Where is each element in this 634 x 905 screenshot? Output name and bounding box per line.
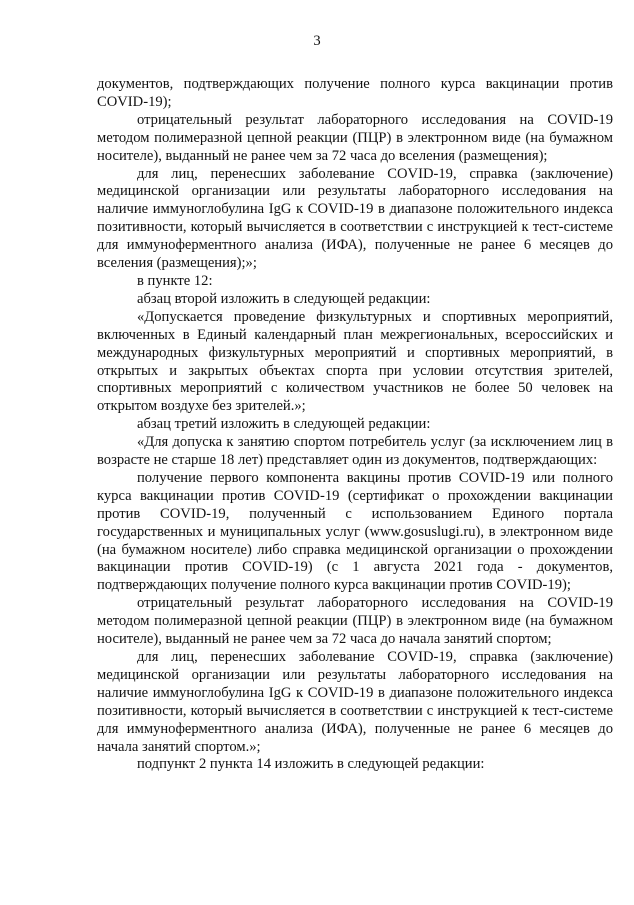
paragraph-sports-events: «Допускается проведение физкультурных и спортивных мероприятий, включенных в Единый календарный план межрегиональных, всероссийских и международных физкультурных мероприятий и спортивных мероприятий, в открытых и закрытых объектах спорта при условии отсутствия зрителей, спортивных мероприятий с количеством участников не более 50 человек на открытом воздухе без зрителей.»; [97,308,613,415]
paragraph-second-subparagraph: абзац второй изложить в следующей редакции: [137,290,431,307]
paragraph-antibodies-accommodation: для лиц, перенесших заболевание COVID-19, справка (заключение) медицинской организации или результаты лабораторного исследования на наличие иммуноглобулина IgG к COVID-19 в диапазоне положительного индекса позитивности, который вычисляется в соответствии с инструкцией к тест-системе для иммуноферментного анализа (ИФА), полученные не ранее 6 месяцев до вселения (размещения);»; [97,165,613,272]
paragraph-pcr-test-accommodation: отрицательный результат лабораторного исследования на COVID-19 методом полимеразной цепной реакции (ПЦР) в электронном виде (на бумажном носителе), выданный не ранее чем за 72 часа до вселения (размещения); [97,111,613,164]
paragraph-vaccination-sports: получение первого компонента вакцины против COVID-19 или полного курса вакцинации против COVID-19 (сертификат о прохождении вакцинации против COVID-19, полученный с использованием Единого портала государственных и муниципальных услуг (www.gosuslugi.ru), в электронном виде (на бумажном носителе) либо справка медицинской организации о прохождении вакцинации против COVID-19) (с 1 августа 2021 года - документов, подтверждающих получение полного курса вакцинации против COVID-19); [97,469,613,594]
paragraph-antibodies-sports: для лиц, перенесших заболевание COVID-19, справка (заключение) медицинской организации или результаты лабораторного исследования на наличие иммуноглобулина IgG к COVID-19 в диапазоне положительного индекса позитивности, который вычисляется в соответствии с инструкцией к тест-системе для иммуноферментного анализа (ИФА), полученные не ранее 6 месяцев до начала занятий спортом.»; [97,649,613,755]
paragraph-pcr-test-sports: отрицательный результат лабораторного исследования на COVID-19 методом полимеразной цепной реакции (ПЦР) в электронном виде (на бумажном носителе), выданный не ранее чем за 72 часа до начала занятий спортом; [97,595,613,648]
paragraph-continuation: документов, подтверждающих получение полного курса вакцинации против COVID-19); [97,76,613,110]
page-number: 3 [313,33,321,49]
paragraph-sports-admission: «Для допуска к занятию спортом потребитель услуг (за исключением лиц в возрасте не старше 18 лет) представляет один из документов, подтверждающих: [97,434,613,469]
paragraph-third-subparagraph: абзац третий изложить в следующей редакции: [137,416,431,433]
paragraph-subclause-2-clause-14: подпункт 2 пункта 14 изложить в следующей редакции: [137,756,485,773]
document-body [97,76,613,774]
paragraph-clause-12: в пункте 12: [137,272,213,289]
